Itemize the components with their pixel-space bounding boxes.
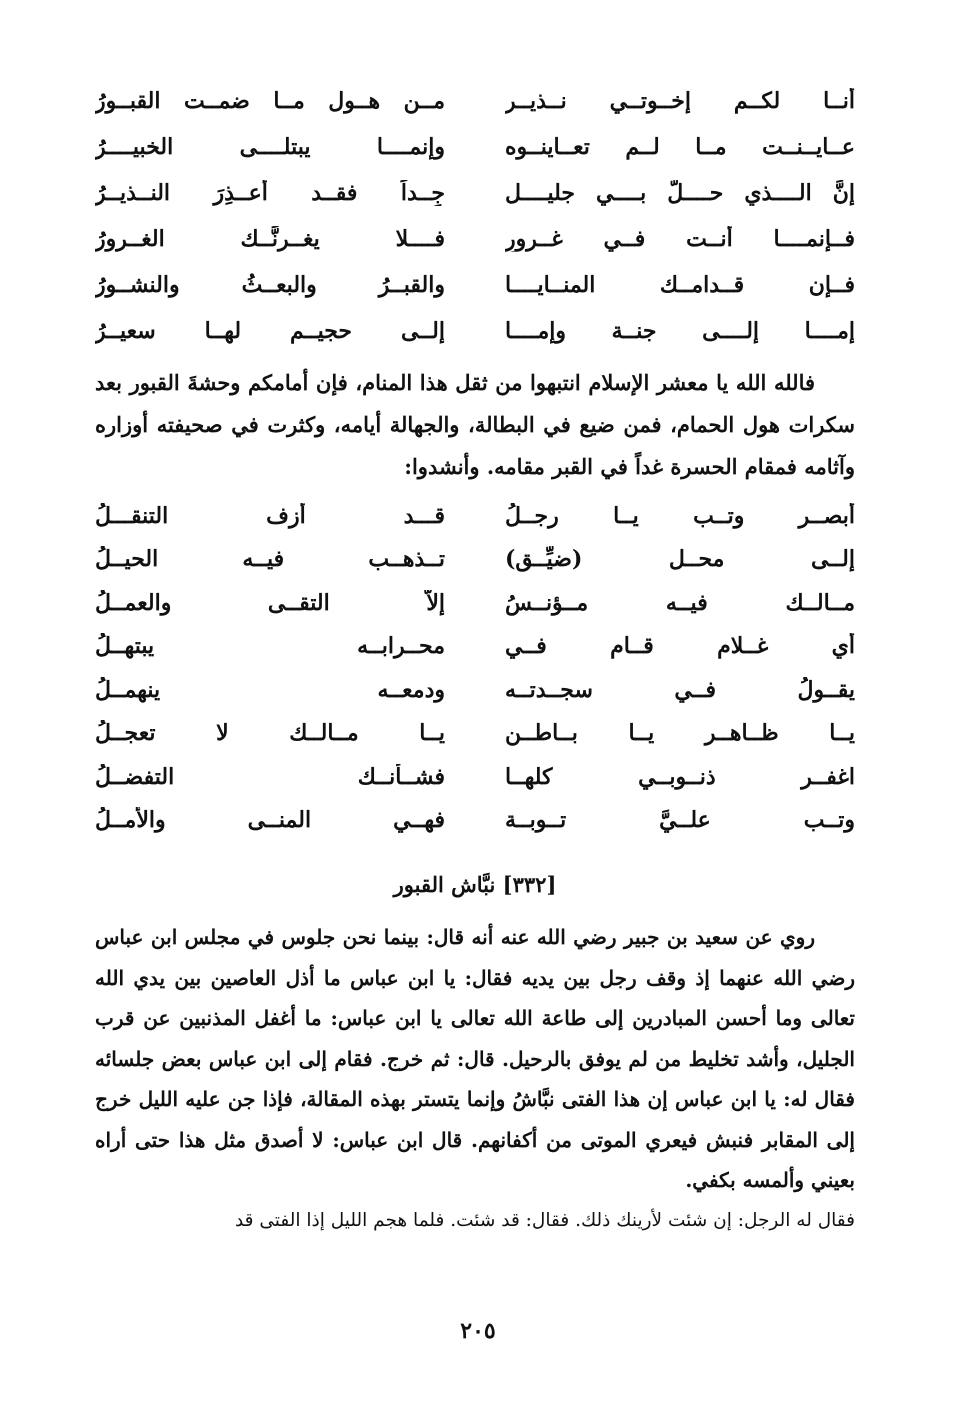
verse-row (95, 625, 855, 669)
verse-row (95, 78, 855, 124)
verse-left-hemistich: جِــداً فقــد أُعــذِرَ النــذيــرُ (95, 180, 445, 206)
verse-right-hemistich: أنــا لكــم إخــوتــي نــذيــر (505, 88, 855, 114)
verse-row (95, 308, 855, 354)
verse-left-hemistich: مــن هــول مــا ضمــت القبــورُ (95, 88, 445, 114)
section-heading: [٣٣٢] نبَّاش القبور (393, 872, 557, 897)
verse-row (95, 262, 855, 308)
verse-left-hemistich: فشــأنــك التفضــلُ (95, 763, 445, 790)
verse-row (95, 799, 855, 843)
verse-row (95, 170, 855, 216)
verse-left-hemistich: والقبــرُ والبعــثُ والنشــورُ (95, 272, 445, 298)
verse-left-hemistich: يــا مــالــك لا تعجــلُ (95, 720, 445, 747)
page-number: ٢٠٥ (460, 1318, 496, 1344)
poem-second (95, 494, 855, 842)
verse-left-hemistich: محــرابــه يبتهــلُ (95, 633, 445, 660)
verse-left-hemistich: فــــلا يغــرنَّــك الغــرورُ (95, 226, 445, 252)
verse-left-hemistich: ودمعــه ينهمــلُ (95, 676, 445, 703)
verse-right-hemistich: فــإنمــــا أنــت فــي غــرورٍ (505, 226, 855, 252)
verse-row (95, 668, 855, 712)
verse-right-hemistich: عــايــنــت مــا لــم تعــاينــوه (505, 134, 855, 160)
verse-row (95, 581, 855, 625)
verse-left-hemistich: قـــد أزف التنقـــلُ (95, 502, 445, 529)
verse-row (95, 538, 855, 582)
section-last-line: فقال له الرجل: إن شئت لأرينك ذلك. فقال: قد شئت. فلما هجم الليل إذا الفتى قد (234, 1209, 855, 1231)
verse-left-hemistich: إلاّ التقــى والعمــلُ (95, 589, 445, 616)
verse-right-hemistich: مــالــك فيــه مــؤنــسُ (505, 589, 855, 616)
verse-left-hemistich: إلــى حجيــم لهــا سعيــرُ (95, 318, 445, 344)
poem-first (95, 78, 855, 354)
verse-right-hemistich: إنَّ الــــذي حــــلَّ بــــي جليــــل (505, 180, 855, 206)
verse-left-hemistich: فهــي المنــى والأمــلُ (95, 807, 445, 834)
verse-right-hemistich: إمــــا إلــــى جنــة وإمــــا (505, 318, 855, 344)
verse-right-hemistich: إلــى محــل (ضيِّــق) (505, 546, 855, 573)
prose-paragraph (95, 362, 855, 488)
section-body (95, 917, 855, 1241)
verse-left-hemistich: تــذهــب فيــه الحيــلُ (95, 546, 445, 573)
verse-right-hemistich: أي غــلامٍ قــام فــي (505, 633, 855, 660)
verse-left-hemistich: وإنمــــا يبتلــــى الخبيــــرُ (95, 134, 445, 160)
verse-right-hemistich: يقــولُ فــي سجــدتــه (505, 676, 855, 703)
verse-row (95, 216, 855, 262)
verse-row (95, 755, 855, 799)
book-page (95, 78, 855, 1241)
verse-row (95, 124, 855, 170)
verse-right-hemistich: يــا ظــاهــر يــا بــاطــن (505, 720, 855, 747)
verse-right-hemistich: فــإن قــدامــك المنــايــــا (505, 272, 855, 298)
paragraph-text: فالله الله يا معشر الإسلام انتبهوا من ثقل هذا المنام، فإن أمامكم وحشةَ القبور بعد سكرات هول الحمام، فمن ضيع في البطالة، والجهالة أيامه، وكثرت في صحيفته أوزاره وآثامه فمقام الحسرة غداً في القبر مقامه. وأنشدوا: (95, 370, 855, 479)
verse-right-hemistich: أبصــر وتــب يــا رجــلُ (505, 502, 855, 529)
verse-row (95, 712, 855, 756)
verse-right-hemistich: وتــب علــيَّ تــوبــة (505, 807, 855, 834)
section-paragraph: روي عن سعيد بن جبير رضي الله عنه أنه قال: بينما نحن جلوس في مجلس ابن عباس رضي الله عنهما إذ وقف رجل بين يديه فقال: يا ابن عباس ما أذل العاصين بين يدي الله تعالى وما أحسن المبادرين إلى طاعة الله تعالى يا ابن عباس: ما أغفل المذنبين عن قرب الجليل، وأشد تخليط من لم يوفق بالرحيل. قال: ثم خرج. فقام إلى ابن عباس بعض جلسائه فقال له: يا ابن عباس إن هذا الفتى نبَّاشُ وإنما يتستر بهذه المقالة، فإذا جن عليه الليل خرج إلى المقابر فنبش فيعري الموتى من أكفانهم. قال ابن عباس: لا أصدق مثل هذا حتى أراه بعيني وألمسه بكفي. (95, 925, 855, 1192)
verse-row (95, 494, 855, 538)
verse-right-hemistich: اغفــر ذنــوبــي كلهــا (505, 763, 855, 790)
